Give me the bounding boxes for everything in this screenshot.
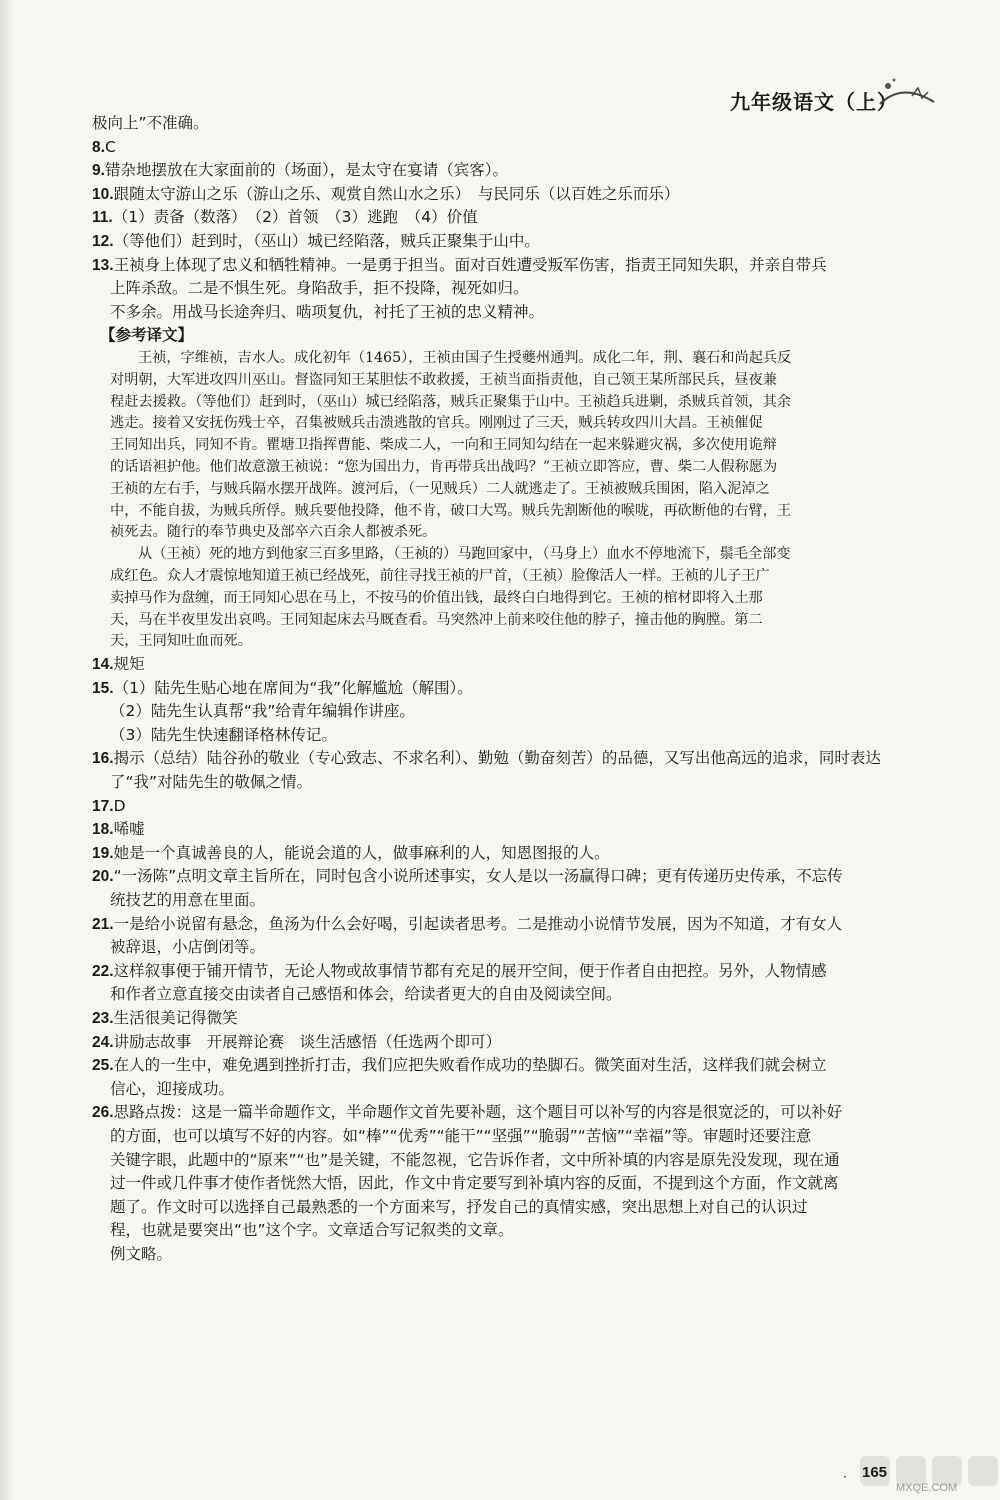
text-line bbox=[92, 230, 937, 254]
line-text: 这样叙事便于铺开情节，无论人物或故事情节都有充足的展开空间，便于作者自由把控。另外，人物情感 bbox=[113, 961, 827, 980]
text-line bbox=[92, 522, 937, 544]
text-line bbox=[92, 936, 937, 960]
line-text: 不多余。用战马长途奔归、啮项复仇，衬托了王祯的忠义精神。 bbox=[110, 302, 545, 321]
question-number: 12. bbox=[92, 232, 114, 250]
line-text: 程，也就是要突出“也”这个字。文章适合写记叙类的文章。 bbox=[110, 1221, 514, 1240]
question-number: 8. bbox=[92, 138, 105, 156]
text-line bbox=[92, 588, 937, 610]
line-text: 统技艺的用意在里面。 bbox=[110, 891, 266, 910]
line-text: 讲励志故事 开展辩论赛 谈生活感悟（任选两个即可） bbox=[113, 1032, 502, 1051]
question-number: 22. bbox=[92, 962, 114, 980]
line-text: 上阵杀敌。二是不惧生死。身陷敌手，拒不投降，视死如归。 bbox=[110, 279, 529, 298]
text-line bbox=[92, 677, 937, 701]
line-text: （1）陆先生贴心地在席间为“我”化解尴尬（解围）。 bbox=[113, 678, 473, 697]
question-number: 21. bbox=[92, 915, 114, 933]
text-line bbox=[92, 1054, 937, 1078]
question-number: 19. bbox=[92, 844, 114, 862]
text-line bbox=[92, 795, 937, 819]
line-text: 王祯，字维祯，吉水人。成化初年（1465），王祯由国子生授夔州通判。成化二年，荆、襄石和尚起兵反 bbox=[138, 349, 792, 366]
text-line bbox=[92, 1007, 937, 1031]
text-line bbox=[92, 457, 937, 479]
line-text: 对明朝，大军进攻四川巫山。督盗同知王某胆怯不敢救援，王祯当面指责他，自己领王某所部民兵，昼夜兼 bbox=[110, 371, 777, 388]
text-line bbox=[92, 136, 937, 160]
text-line bbox=[92, 1149, 937, 1173]
line-text: 的话语袒护他。他们故意激王祯说：“您为国出力，肯再带兵出战吗？”王祯立即答应，曹、柴二人假称愿为 bbox=[110, 458, 778, 475]
line-text: 极向上”不准确。 bbox=[92, 114, 209, 132]
text-line bbox=[92, 392, 937, 414]
line-text: “一汤陈”点明文章主旨所在，同时包含小说所述事实，女人是以一汤赢得口碑；更有传递历史传承，不忘传 bbox=[113, 867, 843, 886]
question-number: 26. bbox=[92, 1104, 114, 1122]
text-line bbox=[92, 747, 937, 771]
line-text: 和作者立意直接交由读者自己感悟和体会，给读者更大的自由及阅读空间。 bbox=[110, 985, 622, 1004]
text-line bbox=[92, 889, 937, 913]
text-line bbox=[92, 254, 937, 278]
text-line bbox=[92, 865, 937, 889]
line-text: 思路点拨：这是一篇半命题作文，半命题作文首先要补题，这个题目可以补写的内容是很宽泛的，可以补好 bbox=[113, 1103, 843, 1122]
text-line bbox=[92, 653, 937, 677]
footer-dot: · bbox=[843, 1470, 847, 1484]
text-line bbox=[92, 324, 937, 348]
line-text: 祯死去。随行的奉节典史及部卒六百余人都被杀死。 bbox=[110, 524, 437, 541]
line-text: 一是给小说留有悬念，鱼汤为什么会好喝，引起读者思考。二是推动小说情节发展，因为不知道，才有女人 bbox=[113, 914, 843, 933]
text-line bbox=[92, 183, 937, 207]
line-text: 她是一个真诚善良的人，能说会道的人，做事麻利的人，知恩图报的人。 bbox=[113, 843, 610, 862]
question-number: 18. bbox=[92, 821, 114, 839]
text-line bbox=[92, 913, 937, 937]
line-text: （3）陆先生快速翻译格林传记。 bbox=[110, 725, 337, 744]
line-text: 唏嘘 bbox=[113, 820, 145, 839]
line-text: 生活很美记得微笑 bbox=[113, 1009, 238, 1027]
line-text: 从（王祯）死的地方到他家三百多里路，（王祯的）马跑回家中，（马身上）血水不停地流下，鬃毛全部变 bbox=[138, 546, 791, 563]
header-decoration-icon bbox=[872, 72, 942, 108]
text-line bbox=[92, 370, 937, 392]
text-line bbox=[92, 1196, 937, 1220]
line-text: 逃走。接着又安抚伤残士卒，召集被贼兵击溃逃散的官兵。刚刚过了三天，贼兵转攻四川大昌。王祯催促 bbox=[110, 415, 763, 432]
text-line bbox=[92, 1101, 937, 1125]
line-text: 信心，迎接成功。 bbox=[110, 1079, 235, 1098]
question-number: 13. bbox=[92, 256, 114, 274]
line-text: 天，王同知吐血而死。 bbox=[110, 633, 252, 650]
question-number: 23. bbox=[92, 1010, 114, 1027]
text-line bbox=[92, 1219, 937, 1243]
line-text: 题了。作文时可以选择自己最熟悉的一个方面来写，抒发自己的真情实感，突出思想上对自己的认识过 bbox=[110, 1197, 808, 1216]
text-line bbox=[92, 1172, 937, 1196]
line-text: 跟随太守游山之乐（游山之乐、观赏自然山水之乐） 与民同乐（以百姓之乐而乐） bbox=[113, 184, 680, 203]
line-text: 【参考译文】 bbox=[100, 326, 194, 345]
page-number: 165 bbox=[862, 1464, 888, 1481]
line-text: 在人的一生中，难免遇到挫折打击，我们应把失败看作成功的垫脚石。微笑面对生活，这样我们就会树立 bbox=[113, 1056, 827, 1075]
line-text: 错杂地摆放在大家面前的（场面），是太守在宴请（宾客）。 bbox=[104, 161, 508, 180]
text-line bbox=[92, 159, 937, 183]
question-number: 9. bbox=[92, 162, 105, 180]
text-line bbox=[92, 1125, 937, 1149]
question-number: 24. bbox=[92, 1033, 114, 1051]
line-text: 例文略。 bbox=[110, 1244, 173, 1263]
line-text: 王祯的左右手，与贼兵隔水摆开战阵。渡河后，（一见贼兵）二人就逃走了。王祯被贼兵围困，陷入泥淖之 bbox=[110, 480, 770, 497]
text-line bbox=[92, 1243, 937, 1267]
line-text: （等他们）赶到时，（巫山）城已经陷落，贼兵正聚集于山中。 bbox=[113, 231, 540, 250]
line-text: （1）责备（数落） （2）首领 （3）逃跑 （4）价值 bbox=[112, 208, 478, 227]
text-line bbox=[92, 983, 937, 1007]
line-text: （2）陆先生认真帮“我”给青年编辑作讲座。 bbox=[110, 702, 415, 721]
text-line bbox=[92, 842, 937, 866]
question-number: 16. bbox=[92, 750, 114, 768]
line-text: C bbox=[104, 137, 116, 156]
text-line bbox=[92, 771, 937, 795]
line-text: 规矩 bbox=[113, 655, 145, 674]
text-line bbox=[92, 112, 937, 136]
text-line bbox=[92, 1031, 937, 1055]
text-line bbox=[92, 301, 937, 325]
text-line bbox=[92, 724, 937, 748]
book-spine-shadow bbox=[0, 0, 14, 1500]
question-number: 11. bbox=[92, 209, 113, 227]
line-text: 被辞退，小店倒闭等。 bbox=[110, 938, 266, 957]
watermark-text: MXQE.COM bbox=[896, 1482, 958, 1494]
line-text: 王祯身上体现了忠义和牺牲精神。一是勇于担当。面对百姓遭受叛军伤害，指责王同知失职，并亲自带兵 bbox=[113, 255, 827, 274]
line-text: 程赶去援救。（等他们）赶到时，（巫山）城已经陷落，贼兵正聚集于山中。王祯趋兵进剿，杀贼兵首领，其余 bbox=[110, 393, 791, 410]
text-line bbox=[92, 206, 937, 230]
answer-content bbox=[92, 112, 937, 1267]
line-text: 揭示（总结）陆谷孙的敬业（专心致志、不求名利）、勤勉（勤奋刻苦）的品德，又写出他高远的追求，同时表达 bbox=[113, 749, 881, 768]
question-number: 17. bbox=[92, 797, 114, 815]
text-line bbox=[92, 960, 937, 984]
question-number: 14. bbox=[92, 656, 114, 674]
line-text: 过一件或几件事才使作者恍然大悟，因此，作文中肯定要写到补填内容的反面，不提到这个方面，作文就离 bbox=[110, 1174, 839, 1193]
text-line bbox=[92, 1078, 937, 1102]
question-number: 25. bbox=[92, 1057, 114, 1075]
text-line bbox=[92, 413, 937, 435]
text-line bbox=[92, 501, 937, 523]
text-line bbox=[92, 348, 937, 370]
text-line bbox=[92, 631, 937, 653]
text-line bbox=[92, 544, 937, 566]
text-line bbox=[92, 700, 937, 724]
text-line bbox=[92, 610, 937, 632]
line-text: 成红色。众人才震惊地知道王祯已经战死，前往寻找王祯的尸首，（王祯）脸像活人一样。王祯的儿子王广 bbox=[110, 567, 770, 584]
text-line bbox=[92, 818, 937, 842]
line-text: D bbox=[113, 796, 126, 815]
line-text: 中，不能自拔，为贼兵所俘。贼兵要他投降，他不肯，破口大骂。贼兵先割断他的喉咙，再砍断他的右臂，王 bbox=[110, 502, 792, 519]
page-header-title: 九年级语文（上） bbox=[730, 90, 898, 114]
text-line bbox=[92, 277, 937, 301]
text-line bbox=[92, 566, 937, 588]
question-number: 20. bbox=[92, 868, 114, 886]
line-text: 了“我”对陆先生的敬佩之情。 bbox=[110, 773, 313, 792]
line-text: 关键字眼，此题中的“原来”“也”是关键，不能忽视，它告诉作者，文中所补填的内容是原先没发现，现在通 bbox=[110, 1150, 840, 1169]
text-line bbox=[92, 479, 937, 501]
question-number: 15. bbox=[92, 679, 114, 697]
line-text: 卖掉马作为盘缠，而王同知心思在马上，不按马的价值出钱，最终白白地得到它。王祯的棺材即将入土那 bbox=[110, 589, 763, 606]
question-number: 10. bbox=[92, 185, 114, 203]
line-text: 王同知出兵，同知不肯。瞿塘卫指挥曹能、柴成二人，一向和王同知勾结在一起来躲避灾祸，多次使用诡辩 bbox=[110, 437, 777, 454]
line-text: 天，马在半夜里发出哀鸣。王同知起床去马厩查看。马突然冲上前来咬住他的脖子，撞击他的胸膛。第二 bbox=[110, 611, 763, 628]
line-text: 的方面，也可以填写不好的内容。如“棒”“优秀”“能干”“坚强”“脆弱”“苦恼”“幸福”等。审题时还要注意 bbox=[110, 1126, 812, 1145]
text-line bbox=[92, 435, 937, 457]
